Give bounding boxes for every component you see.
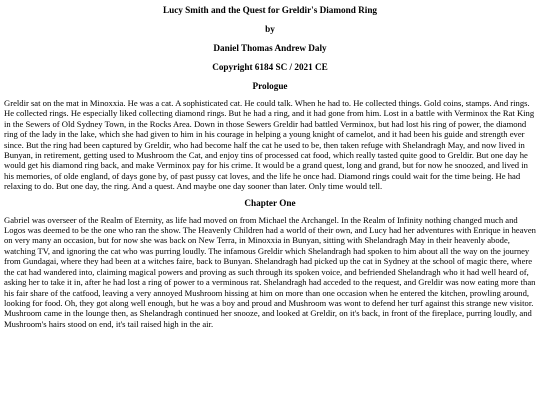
chapter-one-text: Gabriel was overseer of the Realm of Eternity, as life had moved on from Michael the Archangel. In the Realm of Infinity nothing changed much and Logos was deemed to be the one who ran the show. The Heavenly Children had a world of their own, and Lucy had her adventures with Enrique in heaven on very many an occasion, but for now she was back on New Terra, in Minoxxia in Bunyan, sitting with Shelandragh May in their heavenly abode, watching TV, and ignoring the cat who was purring loudly. The infamous Greldir which Shelandragh had spoken to him about all the way on the journey from Gundagai, where they had been at a witches faire, back to Bunyan. Shelandragh had picked up the cat in Sydney at the school of magic there, where the cat had wandered into, claiming magical powers and proving as such through its spoken voice, and befriended Shelandragh who it had well heard of, asking her to take it in, after he had lost a ring of power to a verminous rat. Shelandragh had acceded to the request, and Greldir was now eating more than his fair share of the catfood, leaving a very annoyed Mushroom hissing at him on more than one occasion when he entered the kitchen, prowling around, looking for food. Oh, they got along well enough, but he was a boy and proud and Mushroom was wont to defend her turf against this strange new visitor. Mushroom came in the lounge then, as Shelandragh continued her snooze, and looked at Greldir, on it's back, in front of the fireplace, purring loudly, and Mushroom's hairs stood on end, it's tail raised high in the air. bbox=[4, 214, 536, 329]
copyright-line: Copyright 6184 SC / 2021 CE bbox=[212, 62, 328, 72]
prologue-heading: Prologue bbox=[252, 81, 288, 91]
prologue-text: Greldir sat on the mat in Minoxxia. He was a cat. A sophisticated cat. He could talk. When he had to. He collected things. Gold coins, stamps. And rings. He collected rings. He especially liked collecting diamond rings. But he had a ring, and it had gone from him. Lost in a battle with Verminox the Rat King in the Sewers of Old Sydney Town, in the Rocks Area. Down in those Sewers Greldir had battled Verminox, but had lost his ring of power, the diamond ring of the lady in the lake, which she had given to him in his courage in helping a young knight of camelot, and it had been his guide and strength ever since. But the ring had been captured by Greldir, who had become half the cat he used to be, then taken refuge with Shelandragh May, and now lived in Bunyan, in retirement, getting used to Mushroom the Cat, and enjoy tins of processed cat food, which really tasted quite good to Greldir. But one day he would get his diamond ring back, and make Verminox pay for his crime. It would be a grand quest, long and grand, but for now he snoozed, and lived in his memories, of olde england, of days gone by, of past pussy cat loves, and the life he once had. Diamond rings could wait for the time being. He had relaxing to do. But one day, the ring. And a quest. And maybe one day sooner than later. Only time would tell. bbox=[4, 98, 535, 192]
chapter-one-heading: Chapter One bbox=[244, 197, 296, 208]
document-title: Lucy Smith and the Quest for Greldir's Diamond Ring bbox=[162, 5, 378, 15]
author-name: Daniel Thomas Andrew Daly bbox=[213, 43, 327, 53]
by-label: by bbox=[265, 24, 275, 34]
